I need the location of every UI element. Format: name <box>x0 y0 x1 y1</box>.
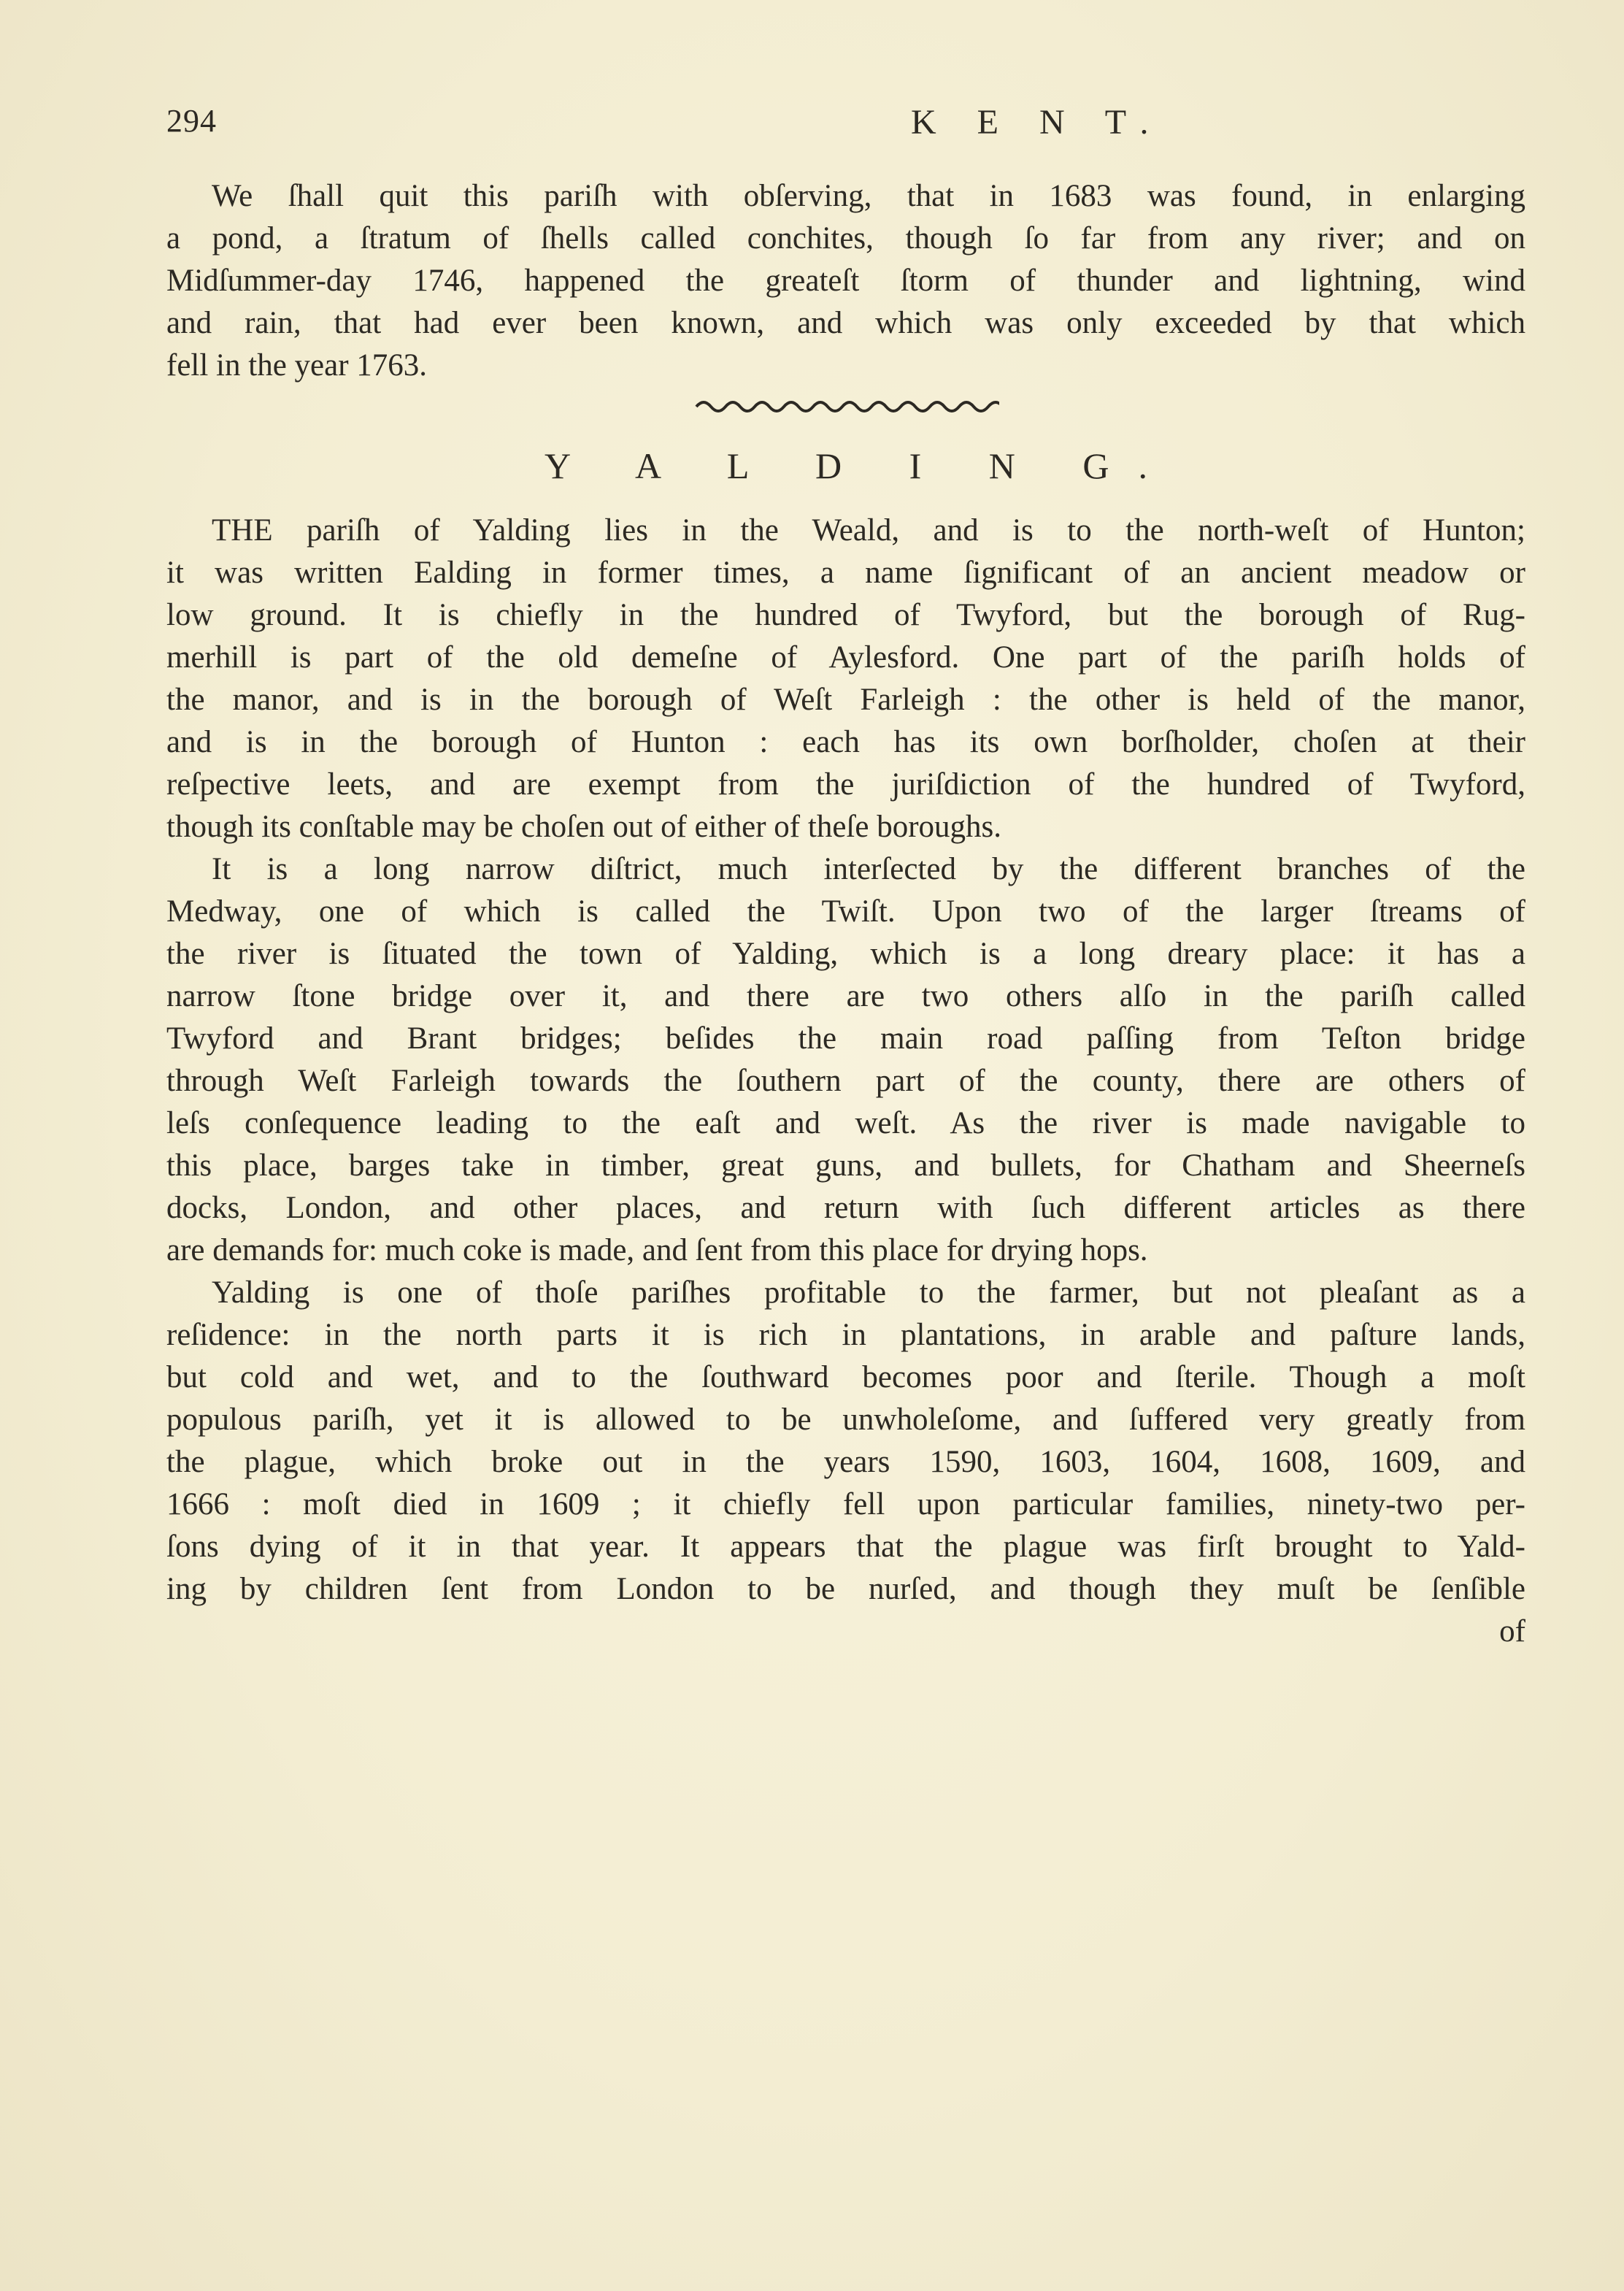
text-line: a pond, a ſtratum of ſhells called conchites, though ſo far from any river; and on <box>166 221 1525 256</box>
text-line: It is a long narrow diſtrict, much interſected by the different branches of the <box>212 852 1525 886</box>
text-line: Medway, one of which is called the Twiſt. Upon two of the larger ſtreams of <box>166 894 1525 929</box>
text-line: reſpective leets, and are exempt from the juriſdiction of the hundred of Twyford, <box>166 767 1525 802</box>
text-line: Twyford and Brant bridges; beſides the main road paſſing from Teſton bridge <box>166 1021 1525 1056</box>
text-line: low ground. It is chiefly in the hundred of Twyford, but the borough of Rug- <box>166 598 1525 632</box>
text-line: the river is ſituated the town of Yalding, which is a long dreary place: it has a <box>166 937 1525 971</box>
ornament-divider <box>166 387 1525 422</box>
page-header <box>166 102 1525 146</box>
text-line: THE pariſh of Yalding lies in the Weald, and is to the north-weſt of Hunton; <box>212 513 1525 548</box>
text-line: fell in the year 1763. <box>166 348 428 383</box>
text-line: through Weſt Farleigh towards the ſouthern part of the county, there are others of <box>166 1064 1525 1098</box>
text-line: Yalding is one of thoſe pariſhes profitable to the farmer, but not pleaſant as a <box>212 1275 1525 1310</box>
text-line: it was written Ealding in former times, a name ſignificant of an ancient meadow or <box>166 556 1525 590</box>
text-line: docks, London, and other places, and return with ſuch different articles as there <box>166 1191 1525 1225</box>
text-line: the plague, which broke out in the years 1590, 1603, 1604, 1608, 1609, and <box>166 1445 1525 1479</box>
paragraph-plague <box>166 1272 1525 1611</box>
wave-ornament-icon <box>693 394 999 415</box>
text-line: are demands for: much coke is made, and ſent from this place for drying hops. <box>166 1233 1148 1267</box>
text-line: and is in the borough of Hunton : each has its own borſholder, choſen at their <box>166 725 1525 759</box>
text-line: this place, barges take in timber, great guns, and bullets, for Chatham and Sheerneſs <box>166 1148 1525 1183</box>
text-line: the manor, and is in the borough of Weſt Farleigh : the other is held of the manor, <box>166 683 1525 717</box>
catchword: of <box>1499 1614 1525 1649</box>
page-number: 294 <box>166 103 217 139</box>
text-line: narrow ſtone bridge over it, and there are two others alſo in the pariſh called <box>166 979 1525 1013</box>
paragraph-storm <box>166 175 1525 387</box>
section-heading: Y A L D I N G. <box>544 445 1177 486</box>
running-title: K E N T. <box>911 103 1165 142</box>
paragraph-intro <box>166 510 1525 848</box>
text-line: but cold and wet, and to the ſouthward becomes poor and ſterile. Though a moſt <box>166 1360 1525 1394</box>
text-line: populous pariſh, yet it is allowed to be unwholeſome, and ſuffered very greatly from <box>166 1402 1525 1437</box>
text-line: 1666 : moſt died in 1609 ; it chiefly fell upon particular families, ninety-two per- <box>166 1487 1525 1521</box>
text-line: ing by children ſent from London to be nurſed, and though they muſt be ſenſible <box>166 1572 1525 1606</box>
text-line: leſs conſequence leading to the eaſt and weſt. As the river is made navigable to <box>166 1106 1525 1140</box>
text-line: and rain, that had ever been known, and which was only exceeded by that which <box>166 306 1525 340</box>
text-line: Midſummer-day 1746, happened the greateſt ſtorm of thunder and lightning, wind <box>166 264 1525 298</box>
text-line: merhill is part of the old demeſne of Aylesford. One part of the pariſh holds of <box>166 640 1525 675</box>
text-line: ſons dying of it in that year. It appears that the plague was firſt brought to Yald- <box>166 1530 1525 1564</box>
text-line: We ſhall quit this pariſh with obſerving, that in 1683 was found, in enlarging <box>212 179 1525 213</box>
text-line: reſidence: in the north parts it is rich in plantations, in arable and paſture lands, <box>166 1318 1525 1352</box>
paragraph-district <box>166 848 1525 1272</box>
text-line: though its conſtable may be choſen out of either of theſe boroughs. <box>166 810 1001 844</box>
body-text <box>166 175 1525 1653</box>
